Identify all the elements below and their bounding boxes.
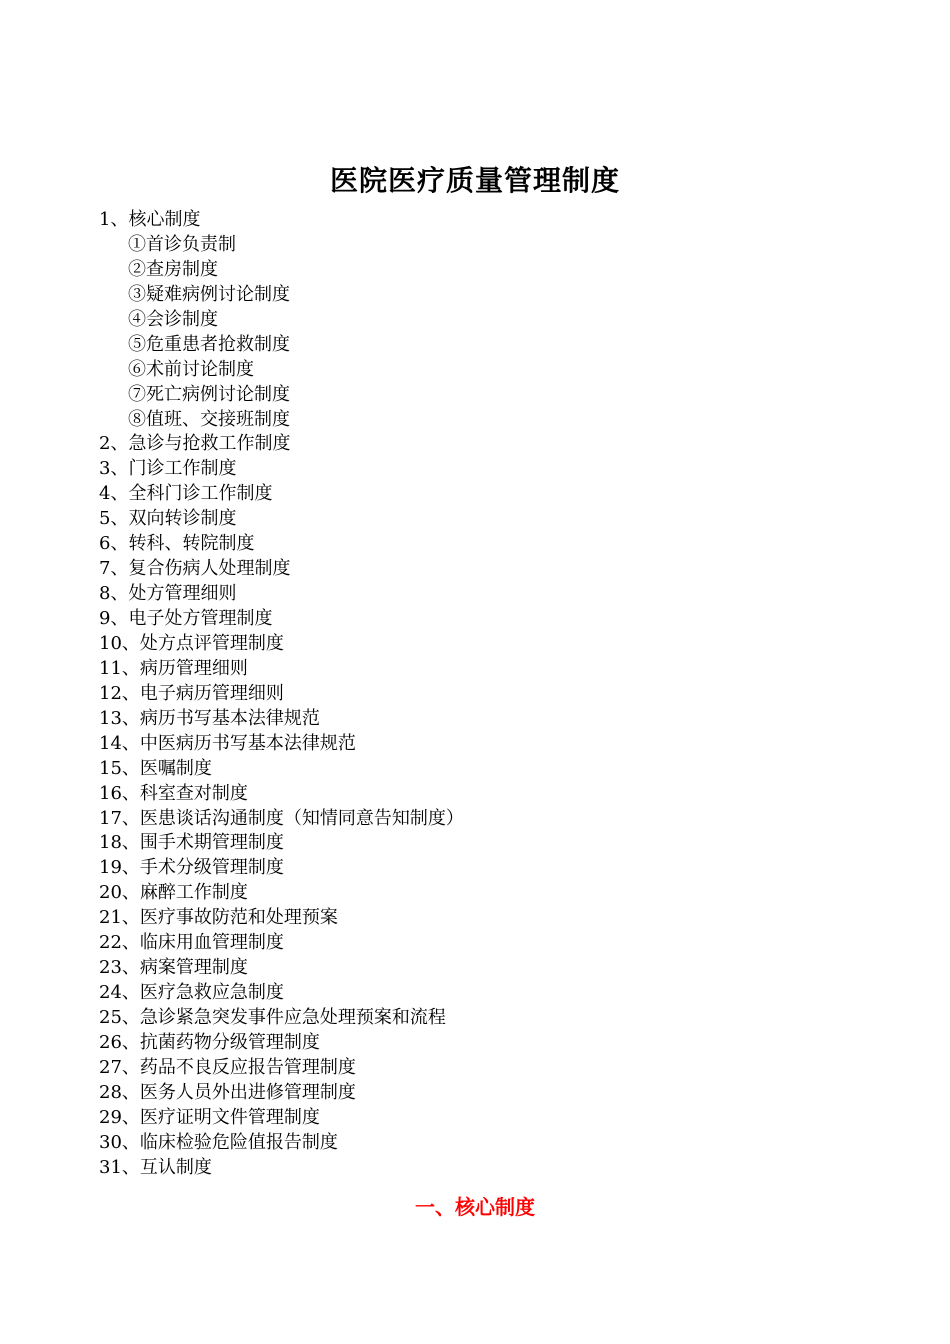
table-of-contents	[99, 208, 464, 1181]
toc-item: 13、病历书写基本法律规范	[99, 707, 320, 729]
toc-item: 30、临床检验危险值报告制度	[99, 1131, 338, 1153]
toc-item: 15、医嘱制度	[99, 757, 212, 779]
toc-item: 29、医疗证明文件管理制度	[99, 1106, 320, 1128]
toc-item: 23、病案管理制度	[99, 957, 248, 979]
toc-subitem: ④会诊制度	[128, 308, 218, 330]
toc-subitem: ①首诊负责制	[128, 233, 236, 255]
toc-item: 5、双向转诊制度	[99, 508, 237, 530]
toc-item: 28、医务人员外出进修管理制度	[99, 1081, 356, 1103]
toc-item: 27、药品不良反应报告管理制度	[99, 1056, 356, 1078]
toc-subitem: ③疑难病例讨论制度	[128, 283, 290, 305]
toc-item: 31、互认制度	[99, 1156, 212, 1178]
toc-item: 10、处方点评管理制度	[99, 632, 284, 654]
toc-item: 20、麻醉工作制度	[99, 882, 248, 904]
toc-item: 22、临床用血管理制度	[99, 932, 284, 954]
toc-item: 17、医患谈话沟通制度（知情同意告知制度）	[99, 807, 464, 829]
toc-item: 25、急诊紧急突发事件应急处理预案和流程	[99, 1007, 446, 1028]
toc-item: 7、复合伤病人处理制度	[99, 558, 291, 580]
toc-item: 18、围手术期管理制度	[99, 832, 284, 854]
toc-subitem: ⑧值班、交接班制度	[128, 408, 290, 430]
toc-item: 6、转科、转院制度	[99, 533, 255, 555]
toc-item: 1、核心制度	[99, 209, 201, 230]
toc-item: 19、手术分级管理制度	[99, 857, 284, 879]
toc-item: 4、全科门诊工作制度	[99, 483, 273, 505]
toc-item: 9、电子处方管理制度	[99, 608, 273, 629]
toc-subitem: ⑦死亡病例讨论制度	[128, 383, 290, 405]
document-title: 医院医疗质量管理制度	[329, 163, 620, 197]
toc-subitem: ⑥术前讨论制度	[128, 358, 254, 380]
toc-item: 12、电子病历管理细则	[99, 682, 284, 704]
toc-item: 11、病历管理细则	[99, 657, 248, 679]
toc-item: 8、处方管理细则	[99, 583, 237, 605]
toc-item: 14、中医病历书写基本法律规范	[99, 732, 356, 754]
toc-item: 3、门诊工作制度	[99, 458, 237, 480]
toc-item: 2、急诊与抢救工作制度	[99, 433, 291, 455]
section-heading: 一、核心制度	[415, 1195, 535, 1219]
toc-subitem: ②查房制度	[128, 258, 218, 280]
toc-subitem: ⑤危重患者抢救制度	[128, 333, 290, 355]
toc-item: 26、抗菌药物分级管理制度	[99, 1031, 320, 1053]
toc-item: 16、科室查对制度	[99, 782, 248, 804]
toc-item: 24、医疗急救应急制度	[99, 982, 284, 1004]
toc-item: 21、医疗事故防范和处理预案	[99, 907, 338, 929]
